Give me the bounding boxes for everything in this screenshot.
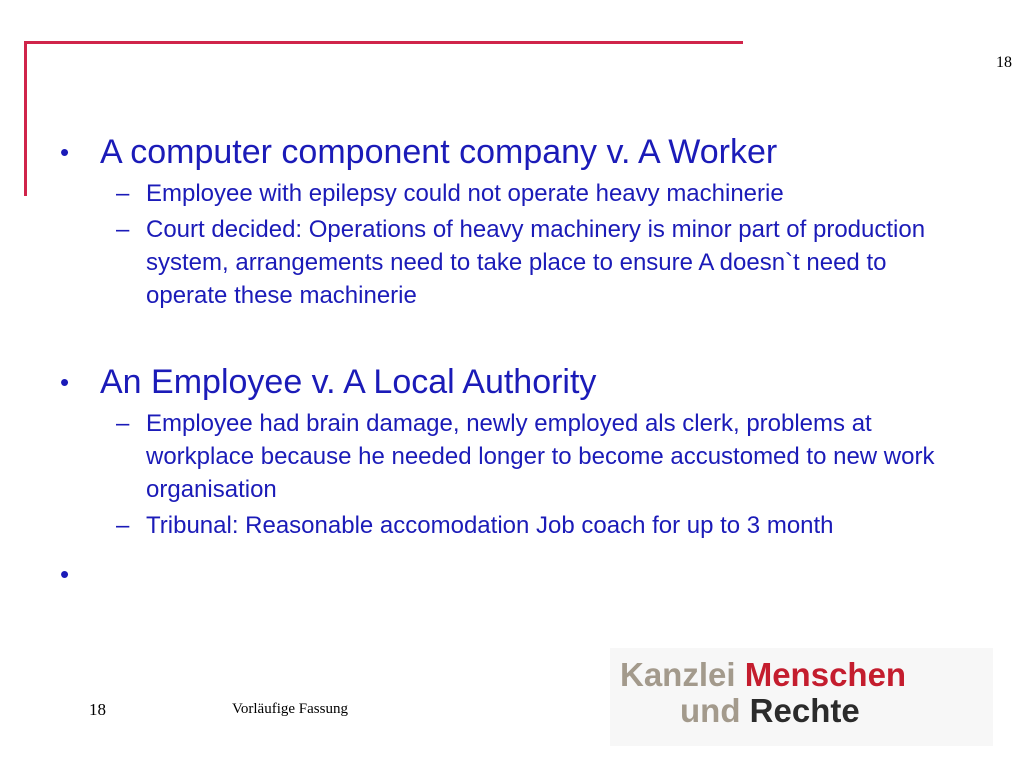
- section-heading-text: A computer component company v. A Worker: [100, 133, 778, 171]
- footer-page-number: 18: [89, 700, 106, 719]
- frame-left-line: [24, 41, 27, 196]
- sub-item: [60, 177, 940, 210]
- sub-item-text: Employee had brain damage, newly employed als clerk, problems at workplace because he needed longer to become accustomed to new work organisation: [146, 410, 935, 503]
- bullet-icon: •: [60, 559, 70, 589]
- footer-label: Vorläufige Fassung: [232, 701, 348, 717]
- section-heading-text: An Employee v. A Local Authority: [100, 363, 597, 401]
- logo-word-und: und: [680, 692, 741, 729]
- sub-item-text: Court decided: Operations of heavy machinery is minor part of production system, arrangements need to take place to ensure A doesn`t need to operate these machinerie: [146, 216, 926, 309]
- logo-word-kanzlei: Kanzlei: [620, 656, 736, 693]
- logo-row-2: [680, 692, 860, 730]
- section-heading: [60, 360, 940, 404]
- page-number-top: 18: [996, 54, 1012, 71]
- slide-content: [60, 130, 940, 589]
- frame-top-line: [24, 41, 743, 44]
- sub-item-text: Employee with epilepsy could not operate heavy machinerie: [146, 180, 784, 207]
- dash-icon: –: [116, 216, 130, 243]
- spacer: [60, 312, 940, 360]
- bullet-icon: •: [60, 137, 70, 167]
- sub-item: [60, 509, 940, 542]
- dash-icon: –: [116, 512, 130, 539]
- empty-bullet: [60, 552, 940, 589]
- dash-icon: –: [116, 410, 130, 437]
- sub-item: [60, 213, 940, 312]
- sub-item-text: Tribunal: Reasonable accomodation Job coach for up to 3 month: [146, 512, 834, 539]
- sub-item: [60, 407, 940, 506]
- dash-icon: –: [116, 180, 130, 207]
- logo-word-menschen: Menschen: [744, 656, 907, 693]
- bullet-icon: •: [60, 367, 70, 397]
- logo-word-rechte: Rechte: [749, 692, 860, 729]
- section-heading: [60, 130, 940, 174]
- logo-row-1: [620, 656, 906, 694]
- kanzlei-logo: [610, 648, 993, 746]
